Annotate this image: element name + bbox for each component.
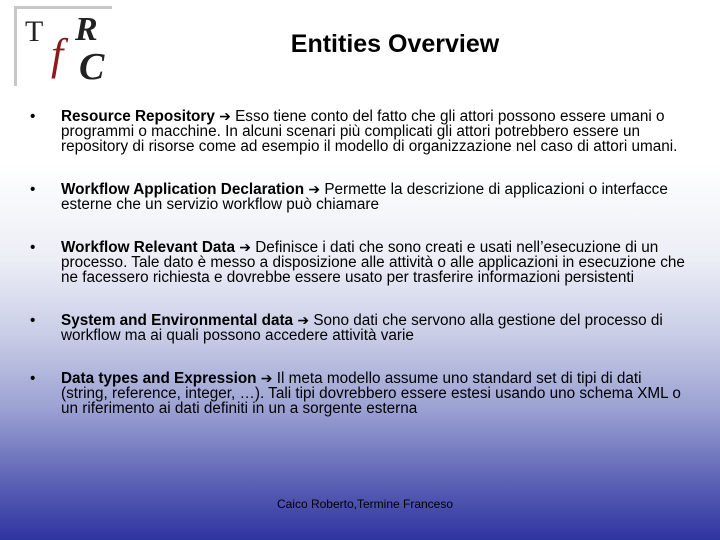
bullet-term: Workflow Application Declaration (61, 181, 305, 198)
tfrc-logo (14, 6, 112, 86)
bullet-marker: • (30, 181, 36, 198)
bullet-text: Sono dati che servono alla gestione del processo di workflow ma ai quali possono accedere attività varie (61, 312, 663, 344)
slide-title: Entities Overview (290, 30, 500, 58)
logo-letter-f: f (51, 30, 64, 79)
bullet-text: Il meta modello assume uno standard set di tipi di dati (string, reference, integer, …). Tali tipi dovrebbero essere estesi usando uno schema XML o un riferimento ai dati definiti in un a sorgente esterna (61, 370, 681, 417)
right-arrow-icon: ➔ (239, 239, 251, 255)
bullet-item-resource-repository (30, 109, 690, 154)
bullet-marker: • (30, 108, 36, 125)
bullet-marker: • (30, 239, 36, 256)
footer-authors: Caico Roberto,Termine Franceso (276, 497, 454, 511)
bullet-marker: • (30, 312, 36, 329)
bullet-term: Data types and Expression (61, 370, 257, 387)
right-arrow-icon: ➔ (297, 312, 310, 328)
logo-letter-r: R (75, 11, 98, 48)
right-arrow-icon: ➔ (260, 370, 273, 386)
bullet-marker: • (30, 370, 36, 387)
bullet-text: Definisce i dati che sono creati e usati nell’esecuzione di un processo. Tale dato è messo a disposizione alle attività o alle applicazioni in esecuzione che ne facessero richiesta e dovrebbe essere usato per trasferire informazioni persistenti (61, 239, 685, 286)
bullet-term: Resource Repository (61, 108, 215, 125)
bullet-item-workflow-application-declaration (30, 182, 690, 212)
right-arrow-icon: ➔ (308, 181, 321, 197)
logo-letter-t: T (25, 15, 44, 48)
bullet-term: System and Environmental data (61, 312, 294, 329)
bullet-term: Workflow Relevant Data (61, 239, 235, 256)
bullet-item-workflow-relevant-data (30, 240, 690, 285)
bullet-item-system-environmental-data (30, 313, 690, 343)
bullet-item-data-types-expression (30, 371, 690, 416)
bullet-text: Esso tiene conto del fatto che gli attori possono essere umani o programmi o macchine. In alcuni scenari più complicati gli attori potrebbero essere un repository di risorse come ad esempio il modello di organizzazione nel caso di attori umani. (61, 108, 678, 155)
bullet-text: Permette la descrizione di applicazioni o interfacce esterne che un servizio workflow può chiamare (61, 181, 668, 213)
right-arrow-icon: ➔ (219, 108, 231, 124)
logo-letter-c: C (79, 46, 105, 88)
bullet-list (30, 109, 690, 416)
